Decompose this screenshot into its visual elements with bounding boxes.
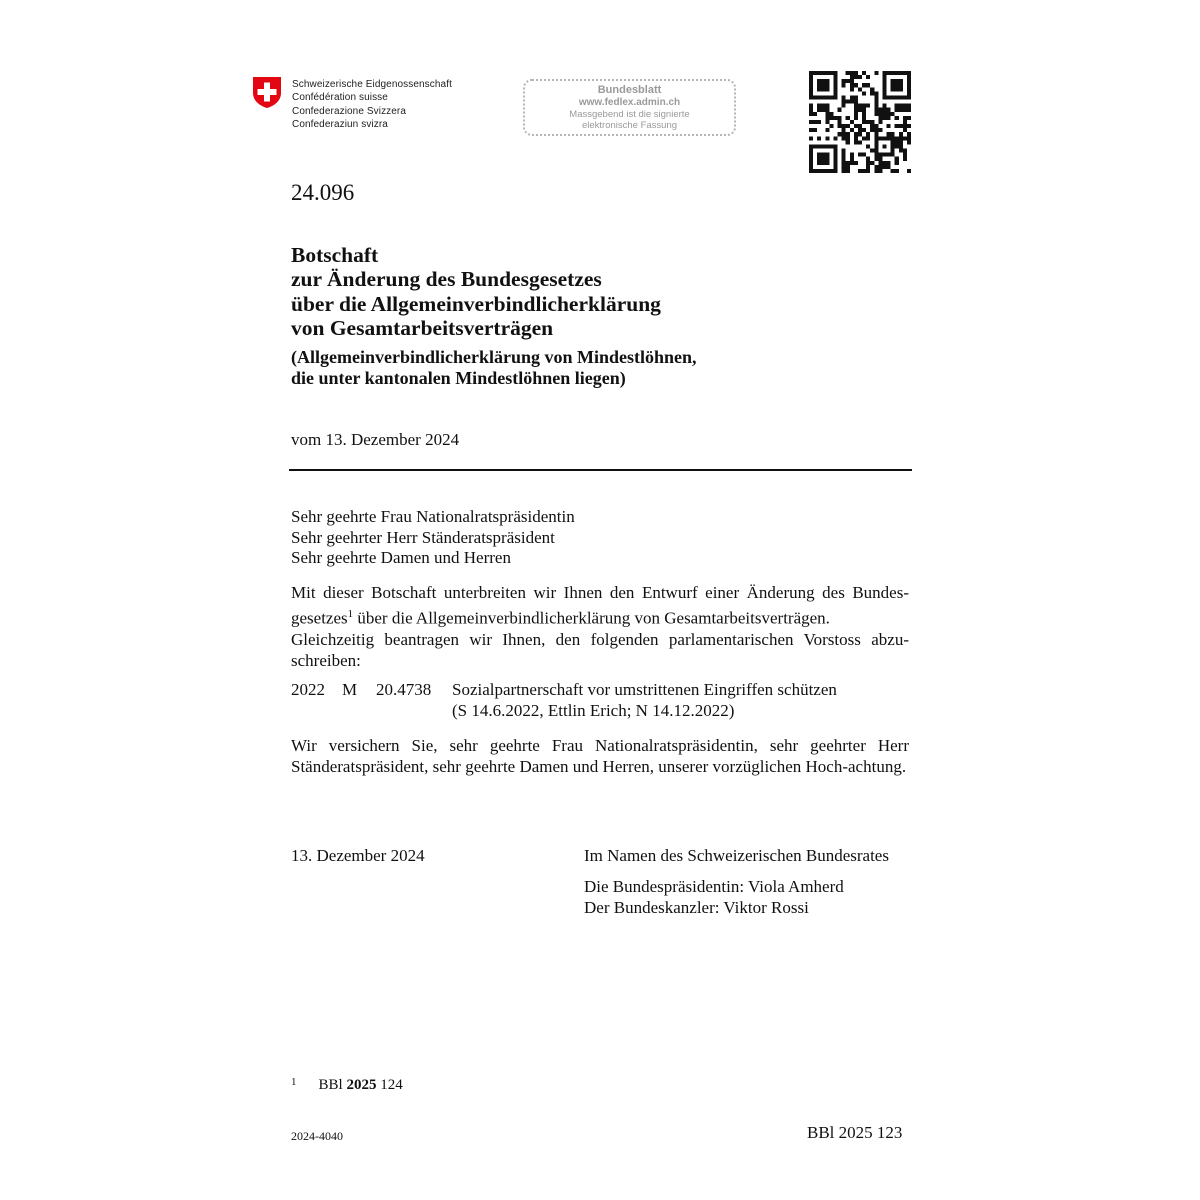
title-line: von Gesamtarbeitsverträgen — [291, 315, 554, 340]
confederation-names — [292, 78, 452, 131]
confederation-name-de: Schweizerische Eidgenossenschaft — [292, 79, 452, 90]
swiss-cross-icon — [252, 76, 282, 109]
subtitle-line: (Allgemeinverbindlicherklärung von Mindestlöhnen, — [291, 347, 697, 367]
confederation-name-rm: Confederaziun svizra — [292, 118, 388, 130]
page-reference: BBl 2025 123 — [807, 1123, 903, 1142]
signature-date: 13. Dezember 2024 — [291, 846, 425, 865]
document-id: 2024-4040 — [291, 1129, 343, 1143]
footnote-ref-page: 124 — [376, 1077, 403, 1093]
signature-on-behalf: Im Namen des Schweizerischen Bundesrates — [584, 846, 889, 865]
footnote-ref-year: 2025 — [346, 1077, 377, 1093]
stamp-note-line2: elektronische Fassung — [581, 120, 678, 131]
qr-code-icon — [809, 71, 911, 173]
document-subtitle — [291, 347, 697, 389]
bundesblatt-stamp — [523, 79, 736, 136]
paragraph-intro-text: Mit dieser Botschaft unterbreiten wir Ihnen den Entwurf einer Änderung des Bundes-gesetzes — [291, 583, 909, 628]
salutation-line: Sehr geehrte Frau Nationalratspräsidentin — [291, 507, 575, 526]
footnote-mark[interactable]: 1 — [347, 607, 354, 620]
stamp-title: Bundesblatt — [597, 84, 662, 96]
subtitle-line: die unter kantonalen Mindestlöhnen liegen) — [291, 368, 626, 388]
title-line: Botschaft — [291, 243, 379, 267]
document-number: 24.096 — [291, 180, 355, 205]
motion-details: (S 14.6.2022, Ettlin Erich; N 14.12.2022) — [452, 700, 735, 720]
confederation-name-fr: Confédération suisse — [292, 92, 388, 104]
footnote-ref-prefix: BBl — [318, 1077, 347, 1093]
header-divider — [289, 469, 912, 471]
paragraph-intro — [291, 583, 909, 629]
paragraph-request: Gleichzeitig beantragen wir Ihnen, den folgenden parlamentarischen Vorstoss abzu-schreiben: — [291, 630, 909, 670]
motion-description — [452, 680, 837, 721]
salutation-line: Sehr geehrte Damen und Herren — [291, 548, 511, 567]
stamp-url: www.fedlex.admin.ch — [578, 97, 681, 108]
signatory-president: Die Bundespräsidentin: Viola Amherd — [584, 877, 844, 896]
footnote-number: 1 — [291, 1076, 297, 1088]
salutation — [291, 507, 911, 569]
title-line: zur Änderung des Bundesgesetzes — [291, 267, 602, 292]
signatories — [584, 877, 844, 918]
paragraph-closing: Wir versichern Sie, sehr geehrte Frau Nationalratspräsidentin, sehr geehrter Herr Ständeratspräsident, sehr geehrte Damen und Herren, unserer vorzüglichen Hoch-achtung. — [291, 736, 909, 776]
motion-type: M — [342, 680, 358, 699]
salutation-line: Sehr geehrter Herr Ständeratspräsident — [291, 527, 555, 547]
stamp-note-line1: Massgebend ist die signierte — [569, 109, 690, 120]
motion-number: 20.4738 — [376, 680, 432, 699]
confederation-name-it: Confederazione Svizzera — [292, 105, 407, 117]
document-title — [291, 243, 661, 340]
footnote — [291, 1077, 403, 1094]
motion-year: 2022 — [291, 680, 325, 699]
motion-title: Sozialpartnerschaft vor umstrittenen Eingriffen schützen — [452, 680, 837, 699]
paragraph-intro-text-end: über die Allgemeinverbindlicherklärung von Gesamtarbeitsverträgen. — [353, 608, 830, 628]
document-date: vom 13. Dezember 2024 — [291, 430, 460, 449]
signatory-chancellor: Der Bundeskanzler: Viktor Rossi — [584, 897, 809, 917]
title-line: über die Allgemeinverbindlicherklärung — [291, 291, 661, 316]
